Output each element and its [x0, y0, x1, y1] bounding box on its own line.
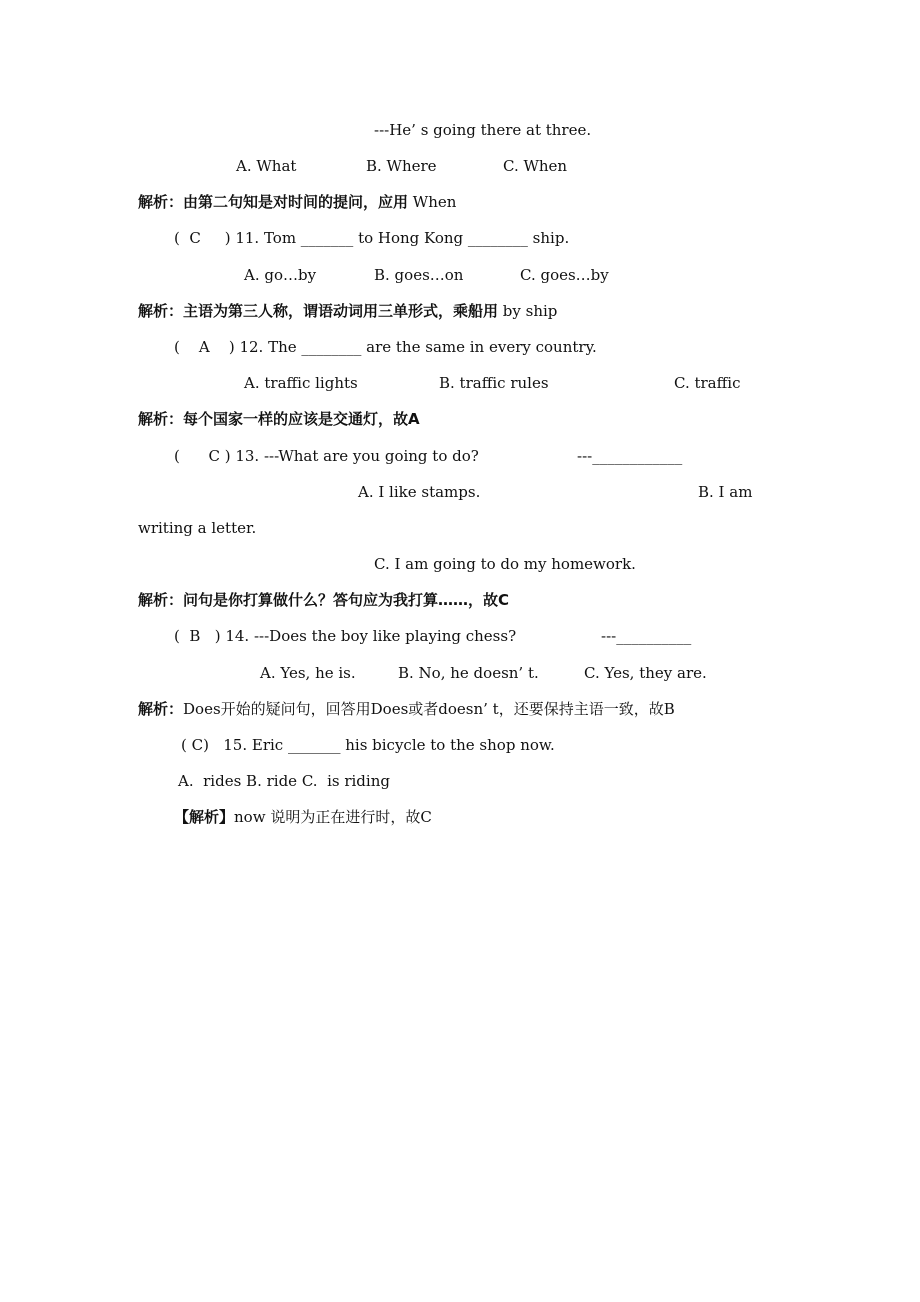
analysis-text-bold: 每个国家一样的应该是交通灯，故A [183, 410, 420, 428]
analysis-label: 解析： [138, 591, 184, 609]
q15-options: A. rides B. ride C. is riding [178, 772, 390, 790]
q13-analysis [138, 590, 509, 610]
analysis-label: 解析： [138, 410, 184, 428]
analysis-text: Does开始的疑问句，回答用Does或者doesn’ t，还要保持主语一致，故B [183, 700, 675, 718]
analysis-text-bold: 主语为第三人称，谓语动词用三单形式，乘船用 [183, 302, 499, 320]
q13-option-c: C. I am going to do my homework. [374, 555, 636, 573]
q14-reply-blank: ---__________ [601, 627, 692, 645]
q12-option-a: A. traffic lights [244, 374, 358, 392]
analysis-label: 解析： [138, 700, 184, 718]
q11-option-a: A. go…by [244, 266, 317, 284]
q14-stem: ( B ) 14. ---Does the boy like playing chess? [174, 627, 517, 645]
q13-reply-blank: ---____________ [577, 447, 683, 465]
q11-option-c: C. goes…by [520, 266, 609, 284]
q11-option-b: B. goes…on [374, 266, 464, 284]
q10-answer-line: ---He’ s going there at three. [374, 121, 592, 139]
q14-analysis [138, 699, 675, 719]
q12-stem: ( A ) 12. The ________ are the same in every country. [174, 338, 597, 356]
q13-stem: ( C ) 13. ---What are you going to do? [174, 447, 479, 465]
analysis-text-bold: 问句是你打算做什么？答句应为我打算……，故C [183, 591, 510, 609]
analysis-text: by ship [498, 302, 558, 320]
q12-option-b: B. traffic rules [439, 374, 549, 392]
q10-analysis [138, 192, 456, 212]
analysis-text-bold: 由第二句知是对时间的提问，应用 [183, 193, 409, 211]
analysis-label: 解析： [138, 193, 184, 211]
q13-option-b: B. I am [698, 483, 753, 501]
q14-option-b: B. No, he doesn’ t. [398, 664, 539, 682]
q11-analysis [138, 301, 557, 321]
analysis-text: now 说明为正在进行时，故C [234, 808, 432, 826]
analysis-label: 解析： [138, 302, 184, 320]
q11-stem: ( C ) 11. Tom _______ to Hong Kong ________ ship. [174, 229, 570, 247]
q15-analysis [174, 807, 432, 827]
q10-option-b: B. Where [366, 157, 437, 175]
q13-option-b-wrap: writing a letter. [138, 519, 257, 537]
analysis-label: 【解析】 [174, 808, 235, 826]
q10-option-c: C. When [503, 157, 568, 175]
q10-option-a: A. What [236, 157, 297, 175]
q14-option-a: A. Yes, he is. [260, 664, 356, 682]
q12-option-c: C. traffic [674, 374, 741, 392]
analysis-text: When [408, 193, 457, 211]
q15-stem: ( C) 15. Eric _______ his bicycle to the shop now. [181, 736, 555, 754]
q13-option-a: A. I like stamps. [358, 483, 481, 501]
q12-analysis [138, 409, 420, 429]
q14-option-c: C. Yes, they are. [584, 664, 707, 682]
